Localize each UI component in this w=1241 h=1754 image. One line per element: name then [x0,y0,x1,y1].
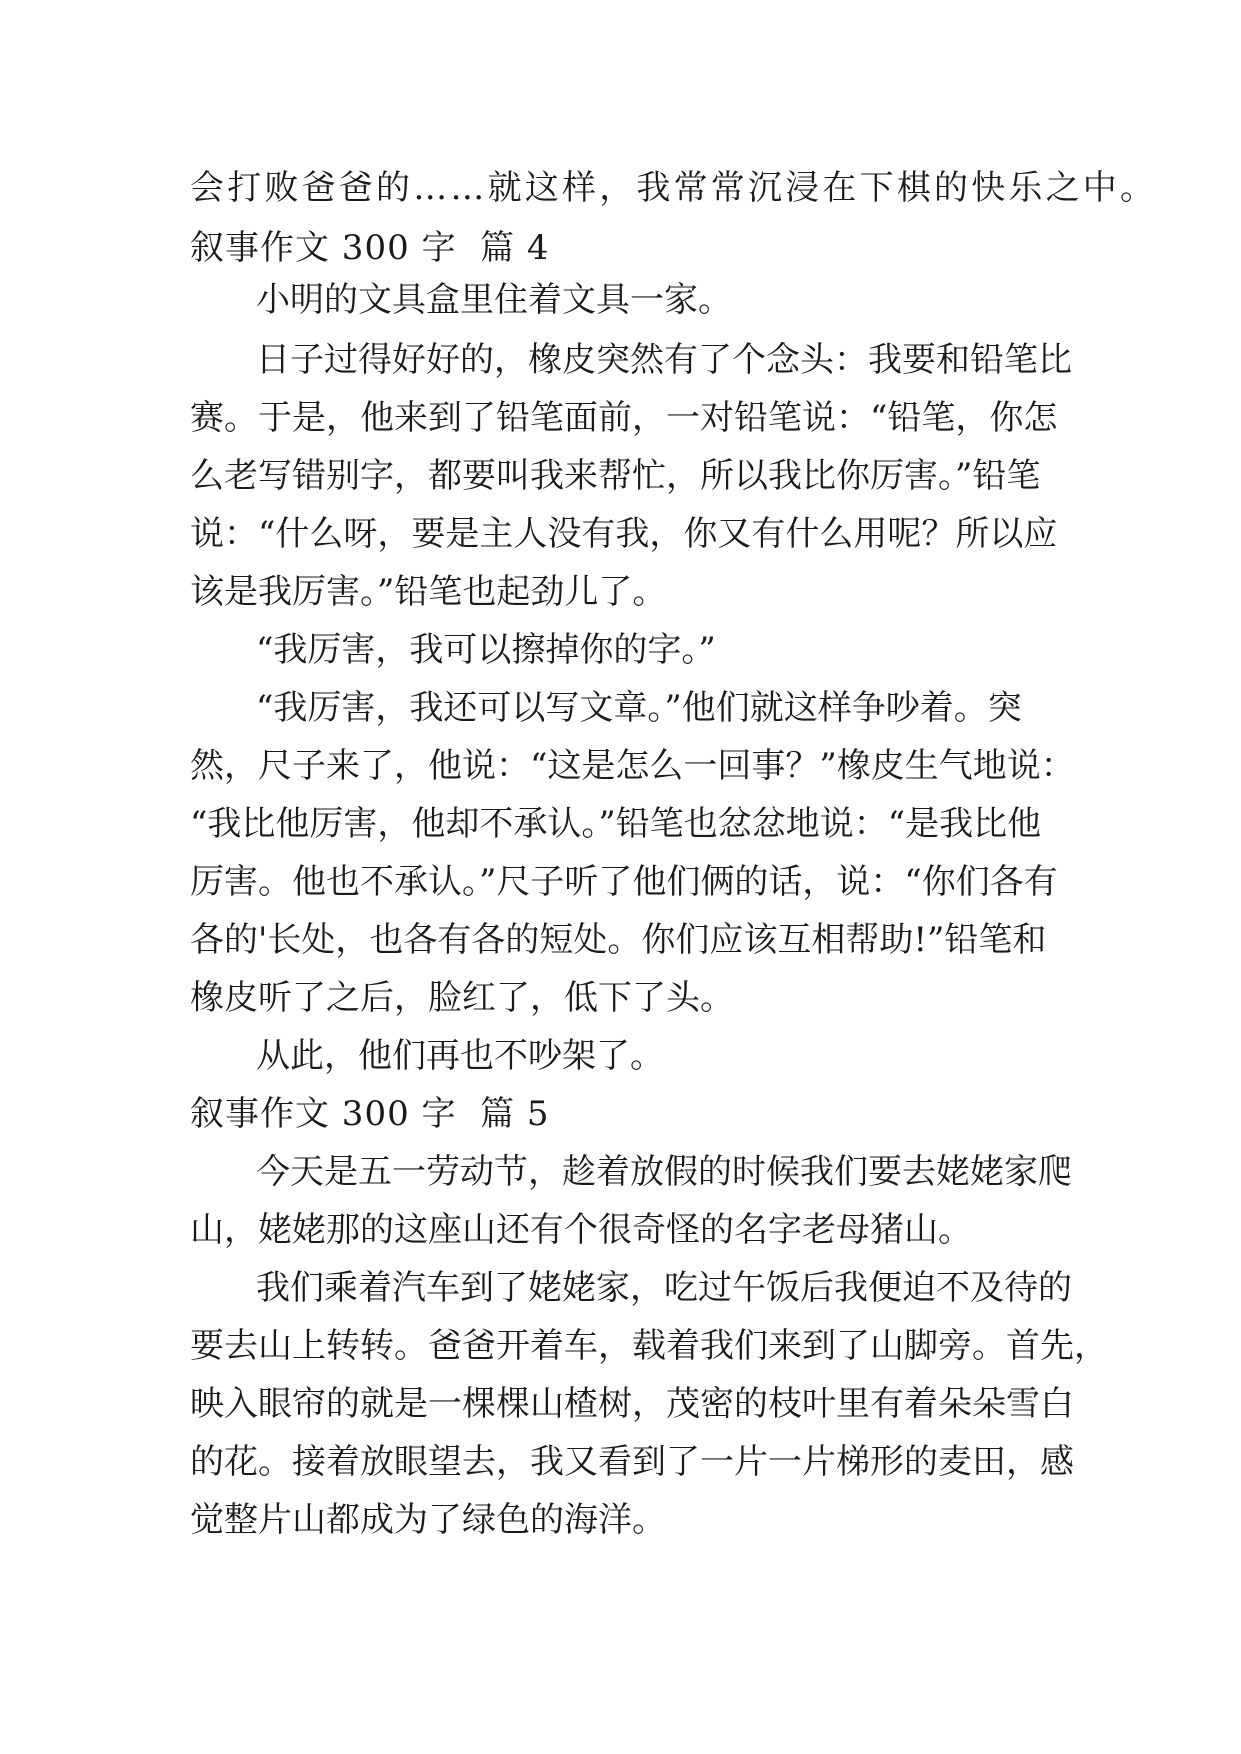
text-line: 小明的文具盒里住着文具一家。 [256,280,732,320]
section-heading: 叙事作文 300 字 篇 5 [190,1094,550,1134]
section-heading: 叙事作文 300 字 篇 4 [190,228,550,268]
text-line: 的花。接着放眼望去，我又看到了一片一片梯形的麦田，感 [190,1442,1074,1482]
text-line: 说：“什么呀，要是主人没有我，你又有什么用呢？所以应 [190,514,1058,554]
text-line: 然，尺子来了，他说：“这是怎么一回事？”橡皮生气地说： [190,746,1075,786]
text-line: “我厉害，我还可以写文章。”他们就这样争吵着。突 [256,688,1022,728]
text-line: 会打败爸爸的……就这样，我常常沉浸在下棋的快乐之中。 [190,168,1158,208]
text-line: 各的'长处，也各有各的短处。你们应该互相帮助!”铅笔和 [190,920,1047,960]
text-line: 么老写错别字，都要叫我来帮忙，所以我比你厉害。”铅笔 [190,456,1041,496]
text-line: 今天是五一劳动节，趁着放假的时候我们要去姥姥家爬 [256,1152,1072,1192]
text-line: “我厉害，我可以擦掉你的字。” [256,630,716,670]
text-line: 橡皮听了之后，脸红了，低下了头。 [190,978,734,1018]
text-line: 从此，他们再也不吵架了。 [256,1036,664,1076]
text-line: 映入眼帘的就是一棵棵山楂树，茂密的枝叶里有着朵朵雪白 [190,1384,1074,1424]
text-line: 要去山上转转。爸爸开着车，载着我们来到了山脚旁。首先， [190,1326,1108,1366]
text-line: 该是我厉害。”铅笔也起劲儿了。 [190,572,667,612]
text-line: 觉整片山都成为了绿色的海洋。 [190,1500,666,1540]
text-line: “我比他厉害，他却不承认。”铅笔也忿忿地说：“是我比他 [190,804,1042,844]
text-line: 我们乘着汽车到了姥姥家，吃过午饭后我便迫不及待的 [256,1268,1072,1308]
text-line: 日子过得好好的，橡皮突然有了个念头：我要和铅笔比 [256,340,1072,380]
text-line: 厉害。他也不承认。”尺子听了他们俩的话，说：“你们各有 [190,862,1058,902]
text-line: 山，姥姥那的这座山还有个很奇怪的名字老母猪山。 [190,1210,972,1250]
text-line: 赛。于是，他来到了铅笔面前，一对铅笔说：“铅笔，你怎 [190,398,1058,438]
